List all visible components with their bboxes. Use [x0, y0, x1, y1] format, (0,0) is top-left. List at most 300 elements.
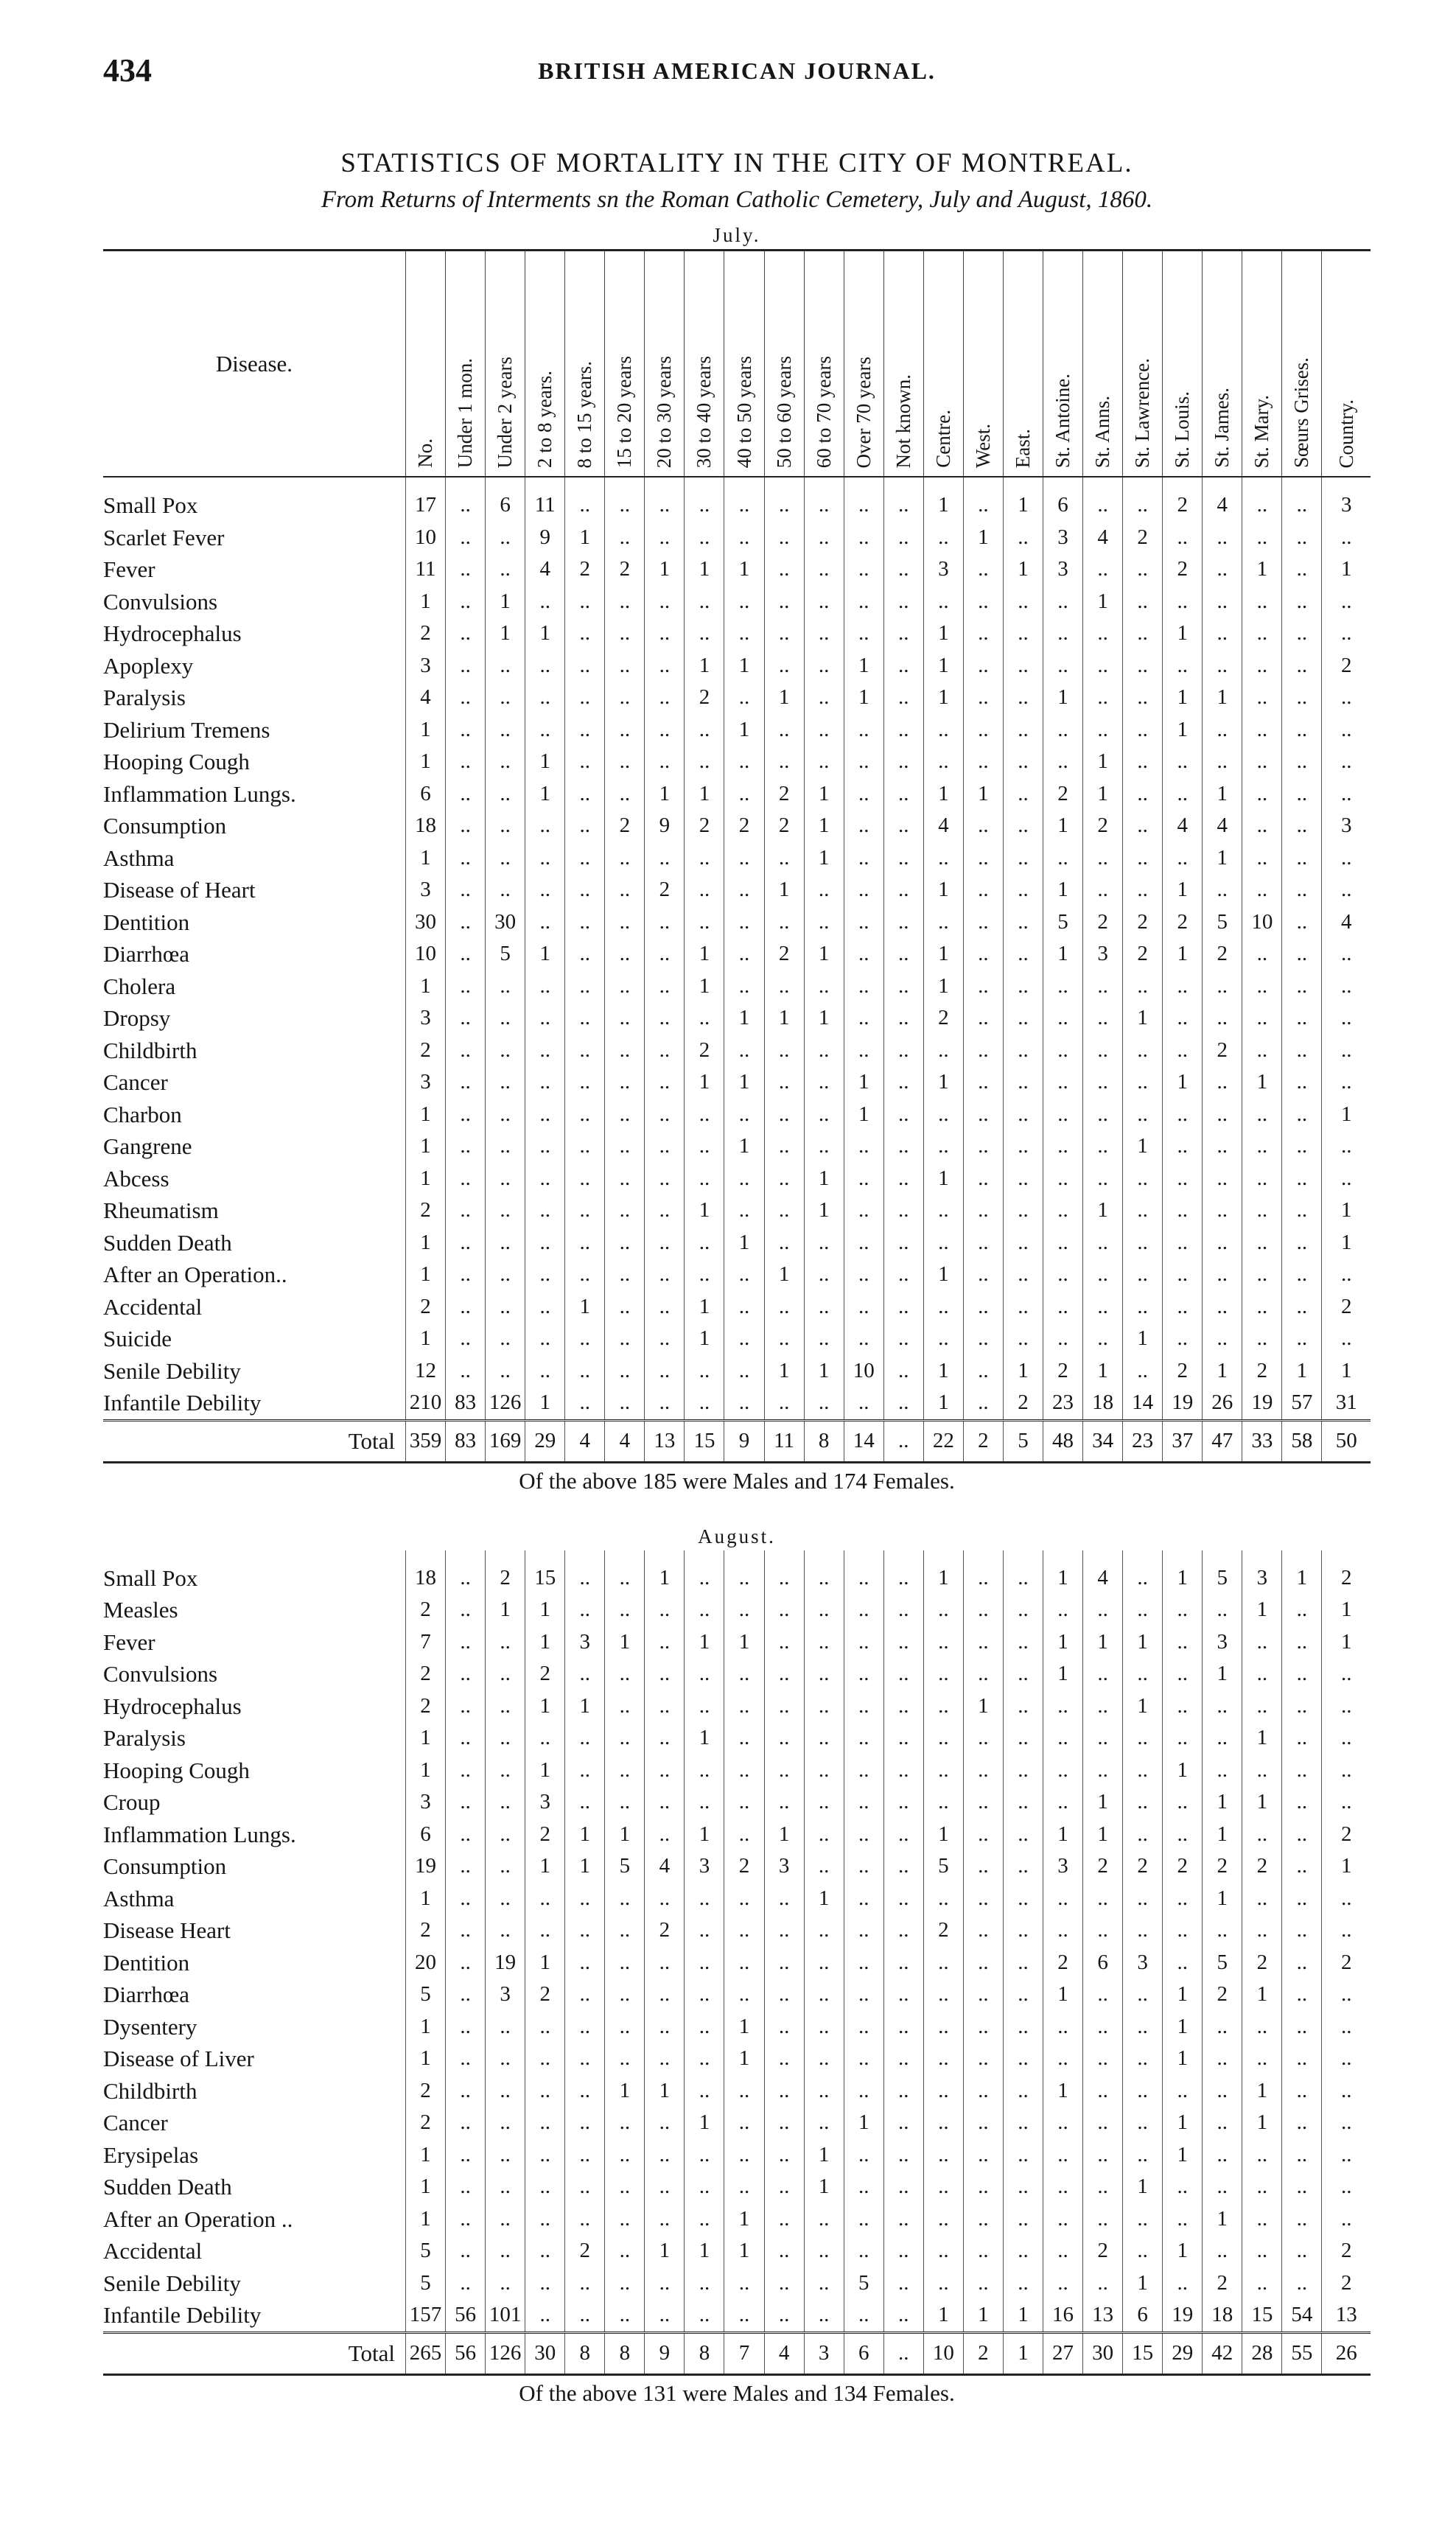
- table-row: [103, 1066, 1371, 1099]
- table-row: [103, 1883, 1371, 1915]
- table-cell: 1: [923, 1819, 963, 1851]
- table-cell: 2: [405, 1594, 445, 1626]
- table-cell: ..: [1242, 650, 1282, 682]
- table-cell: 1: [844, 650, 883, 682]
- table-cell: 57: [1282, 1387, 1322, 1420]
- column-header-label: 40 to 50 years: [732, 355, 755, 468]
- july-table-body: [103, 477, 1371, 1462]
- table-cell: ..: [1282, 746, 1322, 778]
- table-cell: ..: [1242, 970, 1282, 1003]
- table-cell: ..: [1203, 2235, 1242, 2267]
- table-cell: ..: [1203, 2011, 1242, 2043]
- table-cell: ..: [1123, 746, 1163, 778]
- table-cell: ..: [685, 906, 724, 939]
- table-cell: ..: [1242, 2043, 1282, 2075]
- column-header-label: Sœurs Grises.: [1290, 357, 1313, 468]
- table-cell: ..: [486, 778, 525, 811]
- column-header: [804, 251, 844, 478]
- table-cell: ..: [565, 1194, 605, 1227]
- table-cell: ..: [1043, 970, 1082, 1003]
- table-cell: ..: [565, 1355, 605, 1388]
- table-row: [103, 1594, 1371, 1626]
- table-cell: ..: [1123, 2043, 1163, 2075]
- table-cell: ..: [565, 1323, 605, 1355]
- disease-name: Convulsions: [103, 1661, 218, 1687]
- table-cell: ..: [1203, 1690, 1242, 1723]
- table-cell: ..: [883, 810, 923, 842]
- disease-name: Asthma: [103, 1885, 175, 1911]
- disease-name: Gangrene: [103, 1133, 192, 1160]
- table-cell: ..: [645, 1722, 685, 1755]
- table-cell: ..: [1282, 1163, 1322, 1195]
- total-cell: 1: [1003, 2332, 1043, 2374]
- table-cell: 1: [1163, 2235, 1203, 2267]
- table-cell: ..: [486, 2203, 525, 2236]
- table-cell: ..: [1203, 1099, 1242, 1131]
- table-cell: 1: [923, 650, 963, 682]
- table-cell: ..: [844, 1323, 883, 1355]
- table-cell: ..: [446, 778, 486, 811]
- table-cell: 1: [1163, 938, 1203, 970]
- table-cell: ..: [1083, 1755, 1123, 1787]
- table-cell: ..: [1083, 553, 1123, 586]
- table-cell: ..: [1242, 1035, 1282, 1067]
- table-cell: ..: [883, 1979, 923, 2011]
- table-cell: 1: [1123, 2267, 1163, 2300]
- table-cell: ..: [923, 2267, 963, 2300]
- column-header: [1123, 251, 1163, 478]
- table-cell: ..: [605, 714, 645, 746]
- table-cell: ..: [685, 1227, 724, 1259]
- table-cell: ..: [446, 1259, 486, 1291]
- table-cell: 1: [1322, 1594, 1371, 1626]
- table-cell: ..: [963, 1722, 1003, 1755]
- table-row: [103, 746, 1371, 778]
- table-cell: ..: [1083, 2139, 1123, 2172]
- table-cell: ..: [1163, 522, 1203, 554]
- table-cell: ..: [645, 906, 685, 939]
- table-cell: ..: [1282, 2203, 1322, 2236]
- total-cell: 4: [605, 1420, 645, 1462]
- disease-name: Infantile Debility: [103, 2302, 262, 2329]
- table-cell: ..: [963, 1355, 1003, 1388]
- table-cell: ..: [565, 1722, 605, 1755]
- table-cell: ..: [883, 2043, 923, 2075]
- table-cell: ..: [605, 618, 645, 650]
- table-cell: ..: [525, 682, 565, 714]
- table-cell: 2: [1003, 1387, 1043, 1420]
- table-cell: ..: [844, 1594, 883, 1626]
- table-cell: 1: [645, 2235, 685, 2267]
- table-cell: 1: [405, 2043, 445, 2075]
- table-cell: ..: [446, 2139, 486, 2172]
- table-cell: 4: [923, 810, 963, 842]
- table-cell: 1: [1242, 1786, 1282, 1819]
- table-cell: ..: [605, 1259, 645, 1291]
- table-cell: ..: [1322, 618, 1371, 650]
- table-cell: ..: [1163, 778, 1203, 811]
- table-row: [103, 1130, 1371, 1163]
- table-cell: 4: [1163, 810, 1203, 842]
- table-cell: 126: [486, 1387, 525, 1420]
- table-cell: ..: [1043, 1786, 1082, 1819]
- table-cell: ..: [1043, 2203, 1082, 2236]
- table-cell: ..: [1003, 746, 1043, 778]
- table-cell: ..: [1003, 1658, 1043, 1690]
- table-cell: ..: [1322, 874, 1371, 906]
- table-cell: ..: [446, 2203, 486, 2236]
- table-cell: ..: [446, 2075, 486, 2107]
- table-cell: ..: [923, 1130, 963, 1163]
- table-cell: ..: [1242, 1626, 1282, 1659]
- table-cell: ..: [963, 746, 1003, 778]
- table-cell: ..: [645, 1259, 685, 1291]
- table-cell: ..: [1163, 1819, 1203, 1851]
- spacer-row: [103, 477, 1371, 489]
- column-header: [1203, 251, 1242, 478]
- table-cell: 1: [1322, 1227, 1371, 1259]
- table-cell: ..: [923, 586, 963, 618]
- table-cell: 1: [724, 2011, 764, 2043]
- table-cell: 1: [1163, 1755, 1203, 1787]
- table-cell: ..: [963, 1291, 1003, 1323]
- table-cell: ..: [525, 1163, 565, 1195]
- table-cell: 1: [1203, 682, 1242, 714]
- table-cell: 1: [645, 553, 685, 586]
- table-cell: ..: [645, 1387, 685, 1420]
- table-cell: ..: [565, 1755, 605, 1787]
- disease-name: Disease of Liver: [103, 2046, 254, 2072]
- table-cell: ..: [1282, 1690, 1322, 1723]
- table-row: [103, 2203, 1371, 2236]
- table-cell: 1: [804, 810, 844, 842]
- table-cell: 1: [565, 1850, 605, 1883]
- disease-name: Suicide: [103, 1326, 172, 1352]
- table-cell: 1: [525, 1690, 565, 1723]
- table-cell: 1: [1043, 1626, 1082, 1659]
- table-cell: ..: [525, 1722, 565, 1755]
- table-row: [103, 2011, 1371, 2043]
- table-cell: ..: [883, 553, 923, 586]
- table-cell: 1: [1163, 2107, 1203, 2139]
- table-cell: 1: [405, 714, 445, 746]
- table-cell: ..: [883, 650, 923, 682]
- table-cell: ..: [963, 842, 1003, 875]
- table-row: [103, 1786, 1371, 1819]
- table-cell: ..: [1282, 1914, 1322, 1947]
- table-cell: 1: [565, 1291, 605, 1323]
- disease-name: Rheumatism: [103, 1197, 219, 1224]
- table-cell: 6: [1043, 489, 1082, 522]
- table-cell: 1: [963, 2299, 1003, 2332]
- table-cell: ..: [1043, 1690, 1082, 1723]
- table-cell: ..: [1043, 1227, 1082, 1259]
- table-cell: ..: [1242, 489, 1282, 522]
- table-cell: 1: [844, 2107, 883, 2139]
- table-cell: ..: [1003, 650, 1043, 682]
- table-cell: ..: [764, 1722, 804, 1755]
- table-cell: ..: [1163, 586, 1203, 618]
- table-cell: ..: [883, 1850, 923, 1883]
- table-cell: ..: [486, 2171, 525, 2203]
- july-table: [103, 249, 1371, 1463]
- table-cell: ..: [565, 586, 605, 618]
- table-cell: ..: [1242, 2203, 1282, 2236]
- table-cell: 1: [525, 618, 565, 650]
- total-cell: 48: [1043, 1420, 1082, 1462]
- table-row: [103, 1194, 1371, 1227]
- table-cell: ..: [645, 2203, 685, 2236]
- table-row: [103, 778, 1371, 811]
- column-header: [1242, 251, 1282, 478]
- table-cell: ..: [1163, 1130, 1203, 1163]
- disease-name: Delirium Tremens: [103, 716, 270, 743]
- disease-name: Disease of Heart: [103, 877, 256, 903]
- table-cell: 1: [804, 938, 844, 970]
- table-cell: 2: [405, 1194, 445, 1227]
- table-cell: ..: [1322, 1035, 1371, 1067]
- table-cell: ..: [605, 522, 645, 554]
- table-cell: ..: [605, 2235, 645, 2267]
- column-header: [963, 251, 1003, 478]
- table-cell: 23: [1043, 1387, 1082, 1420]
- table-row: [103, 1323, 1371, 1355]
- table-cell: ..: [1282, 618, 1322, 650]
- table-cell: ..: [1003, 2267, 1043, 2300]
- total-cell: 37: [1163, 1420, 1203, 1462]
- table-cell: ..: [764, 2267, 804, 2300]
- table-cell: ..: [804, 2043, 844, 2075]
- table-cell: 1: [685, 938, 724, 970]
- table-cell: 3: [685, 1850, 724, 1883]
- column-header-label: St. Anns.: [1091, 395, 1114, 468]
- table-cell: ..: [1242, 2235, 1282, 2267]
- table-cell: 3: [1203, 1626, 1242, 1659]
- table-cell: 1: [1083, 778, 1123, 811]
- table-cell: ..: [1282, 778, 1322, 811]
- table-cell: ..: [923, 1291, 963, 1323]
- table-cell: ..: [804, 874, 844, 906]
- table-row: [103, 1291, 1371, 1323]
- column-header: [1282, 251, 1322, 478]
- table-cell: ..: [1043, 1323, 1082, 1355]
- table-cell: 2: [923, 1914, 963, 1947]
- table-cell: ..: [525, 714, 565, 746]
- table-cell: ..: [724, 2075, 764, 2107]
- table-cell: ..: [1123, 489, 1163, 522]
- column-header: [405, 251, 445, 478]
- table-cell: ..: [1242, 522, 1282, 554]
- table-cell: ..: [883, 2235, 923, 2267]
- table-cell: ..: [645, 1690, 685, 1723]
- table-cell: 2: [405, 1658, 445, 1690]
- total-cell: 13: [645, 1420, 685, 1462]
- table-cell: ..: [1322, 1259, 1371, 1291]
- table-cell: ..: [1203, 1259, 1242, 1291]
- table-cell: ..: [804, 1819, 844, 1851]
- table-cell: 1: [525, 1850, 565, 1883]
- table-cell: ..: [605, 586, 645, 618]
- table-cell: ..: [1003, 1130, 1043, 1163]
- table-cell: ..: [446, 1194, 486, 1227]
- table-cell: ..: [1083, 874, 1123, 906]
- table-cell: ..: [883, 2075, 923, 2107]
- table-cell: ..: [1282, 1227, 1322, 1259]
- disease-name: Senile Debility: [103, 1357, 241, 1384]
- table-cell: 1: [1203, 1786, 1242, 1819]
- table-cell: ..: [525, 874, 565, 906]
- table-cell: 18: [405, 810, 445, 842]
- table-cell: ..: [565, 1883, 605, 1915]
- table-cell: 1: [1242, 2075, 1282, 2107]
- total-cell: 6: [844, 2332, 883, 2374]
- table-cell: ..: [1282, 1194, 1322, 1227]
- table-cell: ..: [724, 842, 764, 875]
- table-row: [103, 489, 1371, 522]
- table-cell: 1: [724, 714, 764, 746]
- table-cell: 1: [1043, 1819, 1082, 1851]
- table-cell: ..: [963, 1979, 1003, 2011]
- table-cell: ..: [605, 1690, 645, 1723]
- table-cell: ..: [685, 1130, 724, 1163]
- table-cell: ..: [1163, 1947, 1203, 1979]
- table-cell: ..: [1003, 1594, 1043, 1626]
- table-cell: ..: [1322, 746, 1371, 778]
- table-cell: ..: [486, 2235, 525, 2267]
- table-cell: ..: [764, 2235, 804, 2267]
- table-cell: ..: [486, 2267, 525, 2300]
- table-cell: ..: [844, 586, 883, 618]
- table-cell: ..: [963, 810, 1003, 842]
- table-cell: ..: [1242, 1323, 1282, 1355]
- table-cell: ..: [1282, 2171, 1322, 2203]
- table-cell: ..: [685, 746, 724, 778]
- table-cell: 5: [1043, 906, 1082, 939]
- table-cell: ..: [1123, 1259, 1163, 1291]
- table-cell: 2: [1123, 906, 1163, 939]
- table-cell: ..: [764, 2043, 804, 2075]
- total-cell: 23: [1123, 1420, 1163, 1462]
- table-cell: ..: [525, 2203, 565, 2236]
- table-row: [103, 842, 1371, 875]
- total-row: [103, 1420, 1371, 1462]
- table-cell: ..: [525, 1066, 565, 1099]
- table-cell: 1: [1163, 618, 1203, 650]
- table-cell: 2: [724, 810, 764, 842]
- table-cell: ..: [605, 938, 645, 970]
- table-cell: ..: [685, 1099, 724, 1131]
- table-cell: 1: [525, 938, 565, 970]
- table-cell: ..: [804, 2011, 844, 2043]
- table-cell: ..: [1123, 1594, 1163, 1626]
- table-cell: 2: [1322, 2235, 1371, 2267]
- table-cell: 2: [565, 2235, 605, 2267]
- table-cell: 5: [405, 1979, 445, 2011]
- table-cell: ..: [883, 522, 923, 554]
- table-cell: 10: [405, 522, 445, 554]
- table-cell: ..: [486, 810, 525, 842]
- table-cell: ..: [525, 1291, 565, 1323]
- table-cell: ..: [724, 746, 764, 778]
- table-cell: 2: [1163, 1355, 1203, 1388]
- table-cell: ..: [685, 1002, 724, 1035]
- table-cell: ..: [1322, 1163, 1371, 1195]
- table-cell: ..: [804, 714, 844, 746]
- july-header-row: [103, 251, 1371, 478]
- table-row: [103, 586, 1371, 618]
- table-cell: 1: [923, 778, 963, 811]
- table-cell: ..: [724, 1594, 764, 1626]
- table-cell: ..: [963, 2235, 1003, 2267]
- table-cell: ..: [923, 1658, 963, 1690]
- table-cell: ..: [724, 1722, 764, 1755]
- table-cell: ..: [1163, 2267, 1203, 2300]
- table-cell: ..: [1203, 1066, 1242, 1099]
- column-header-label: 50 to 60 years: [772, 355, 795, 468]
- table-cell: ..: [446, 1130, 486, 1163]
- table-cell: ..: [565, 2011, 605, 2043]
- total-cell: 265: [405, 2332, 445, 2374]
- table-cell: 1: [405, 842, 445, 875]
- table-cell: ..: [1123, 1194, 1163, 1227]
- table-cell: ..: [1123, 1066, 1163, 1099]
- table-row: [103, 1658, 1371, 1690]
- table-cell: ..: [1123, 1979, 1163, 2011]
- disease-name: Hydrocephalus: [103, 1693, 242, 1719]
- table-cell: ..: [565, 650, 605, 682]
- month-label-august: August.: [698, 1525, 776, 1547]
- table-cell: ..: [645, 1819, 685, 1851]
- table-cell: 2: [1043, 1355, 1082, 1388]
- table-cell: ..: [1203, 618, 1242, 650]
- table-cell: ..: [764, 714, 804, 746]
- table-cell: ..: [1282, 1819, 1322, 1851]
- total-cell: 33: [1242, 1420, 1282, 1462]
- table-cell: ..: [1322, 2107, 1371, 2139]
- table-cell: ..: [764, 1690, 804, 1723]
- table-cell: 2: [405, 2075, 445, 2107]
- august-summary: Of the above 131 were Males and 134 Females.: [519, 2379, 955, 2406]
- table-cell: 1: [1322, 1850, 1371, 1883]
- table-cell: ..: [565, 2203, 605, 2236]
- table-cell: ..: [1282, 1259, 1322, 1291]
- table-cell: 2: [1242, 1355, 1282, 1388]
- table-cell: 1: [1242, 1066, 1282, 1099]
- table-cell: ..: [1043, 1259, 1082, 1291]
- table-cell: ..: [1282, 1594, 1322, 1626]
- table-cell: ..: [883, 1947, 923, 1979]
- table-row: [103, 1850, 1371, 1883]
- table-cell: ..: [1003, 2235, 1043, 2267]
- table-cell: ..: [486, 1914, 525, 1947]
- table-cell: 11: [525, 489, 565, 522]
- table-cell: 1: [1242, 553, 1282, 586]
- table-cell: ..: [525, 842, 565, 875]
- table-cell: ..: [724, 1883, 764, 1915]
- table-subtitle: From Returns of Interments sn the Roman Catholic Cemetery, July and August, 1860.: [321, 186, 1153, 213]
- table-cell: ..: [1003, 714, 1043, 746]
- total-cell: 169: [486, 1420, 525, 1462]
- table-cell: ..: [764, 2299, 804, 2332]
- table-cell: ..: [1043, 1722, 1082, 1755]
- table-cell: ..: [1123, 970, 1163, 1003]
- table-cell: ..: [963, 2267, 1003, 2300]
- table-cell: ..: [1163, 1194, 1203, 1227]
- table-cell: ..: [685, 2075, 724, 2107]
- table-cell: ..: [804, 1626, 844, 1659]
- table-row: [103, 2267, 1371, 2300]
- table-cell: ..: [685, 2267, 724, 2300]
